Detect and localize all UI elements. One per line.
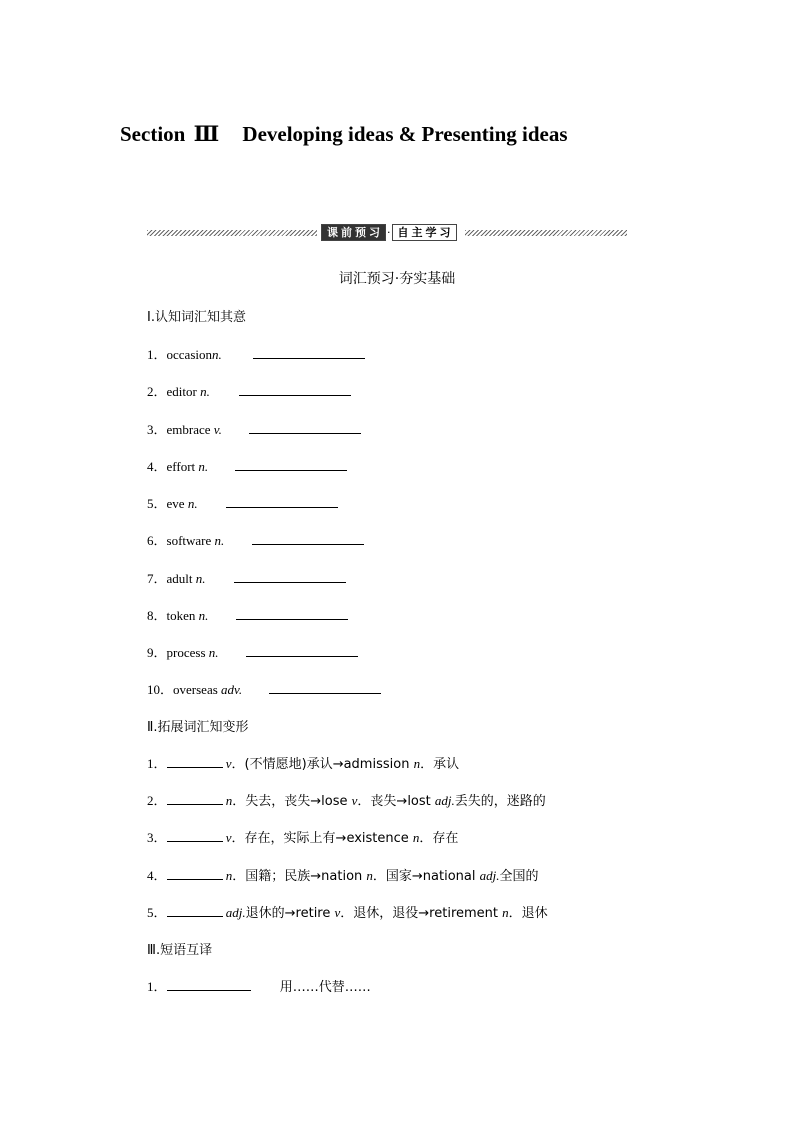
- answer-blank[interactable]: [167, 755, 223, 768]
- vocab-pos: n.: [200, 384, 210, 399]
- answer-blank[interactable]: [167, 829, 223, 842]
- vocab-pos: n.: [208, 645, 219, 660]
- vocab-word: embrace: [166, 422, 214, 437]
- vocab-pos: n.: [214, 533, 225, 548]
- title-text: Developing ideas & Presenting ideas: [242, 122, 568, 146]
- vocab-word: token: [166, 608, 199, 623]
- vocab-pos: n.: [198, 459, 209, 474]
- answer-blank[interactable]: [246, 644, 358, 657]
- word-form-item: 2． n．失去，丧失→lose v．丧失→lost adj.丢失的，迷路的: [147, 793, 546, 809]
- banner-tab-preview: 课前预习: [321, 224, 386, 241]
- vocab-item: 4．effort n.: [147, 456, 347, 475]
- answer-blank[interactable]: [167, 904, 223, 917]
- answer-blank[interactable]: [234, 570, 346, 583]
- vocab-item: 5．eve n.: [147, 493, 338, 512]
- vocab-pos: n.: [195, 571, 206, 586]
- page-title: [120, 121, 568, 147]
- banner-dot: ·: [387, 226, 391, 239]
- subtitle: 词汇预习·夯实基础: [338, 271, 456, 287]
- vocab-item: 6．software n.: [147, 530, 364, 549]
- answer-blank[interactable]: [235, 458, 347, 471]
- vocab-word: overseas: [173, 682, 222, 697]
- vocab-word: process: [166, 645, 209, 660]
- vocab-pos: n.: [187, 496, 198, 511]
- answer-blank[interactable]: [167, 792, 223, 805]
- vocab-item: 1．occasionn.: [147, 344, 365, 363]
- vocab-word: adult: [166, 571, 196, 586]
- vocab-word: occasion: [166, 347, 212, 362]
- vocab-pos: v.: [213, 422, 222, 437]
- vocab-word: software: [166, 533, 215, 548]
- section3-heading: Ⅲ.短语互译: [147, 943, 213, 958]
- vocab-word: eve: [166, 496, 188, 511]
- word-form-item: 4． n．国籍；民族→nation n．国家→national adj.全国的: [147, 868, 539, 884]
- answer-blank[interactable]: [226, 495, 338, 508]
- word-form-item: 5． adj.退休的→retire v．退休，退役→retirement n．退休: [147, 905, 548, 921]
- vocab-item: 7．adult n.: [147, 568, 346, 587]
- answer-blank[interactable]: [252, 532, 364, 545]
- answer-blank[interactable]: [236, 607, 348, 620]
- vocab-pos: adv.: [221, 682, 243, 697]
- phrase-meaning: 用……代替……: [279, 980, 371, 995]
- answer-blank[interactable]: [269, 681, 381, 694]
- vocab-pos: n.: [198, 608, 209, 623]
- vocab-item: 3．embrace v.: [147, 419, 361, 438]
- vocab-item: 9．process n.: [147, 642, 358, 661]
- answer-blank[interactable]: [249, 421, 361, 434]
- title-section-number: Ⅲ: [193, 122, 220, 146]
- vocab-word: editor: [166, 384, 201, 399]
- banner-hatch-left: [147, 230, 317, 236]
- banner-tab-self-study: 自主学习: [392, 224, 457, 241]
- vocab-item: 8．token n.: [147, 605, 348, 624]
- title-prefix: Section: [120, 122, 186, 146]
- vocab-pos: n.: [212, 347, 222, 362]
- vocab-item: 10．overseas adv.: [147, 679, 381, 698]
- word-form-item: 1． v．(不情愿地)承认→admission n．承认: [147, 756, 460, 772]
- vocab-item: 2．editor n.: [147, 381, 351, 400]
- banner-tabs: [321, 224, 457, 241]
- vocab-word: effort: [166, 459, 199, 474]
- section-banner: [147, 222, 627, 244]
- answer-blank[interactable]: [239, 383, 351, 396]
- section2-heading: Ⅱ.拓展词汇知变形: [147, 720, 249, 735]
- answer-blank[interactable]: [167, 978, 251, 991]
- answer-blank[interactable]: [167, 867, 223, 880]
- phrase-item: 1． 用……代替……: [147, 979, 371, 995]
- banner-hatch-right: [465, 230, 627, 236]
- answer-blank[interactable]: [253, 346, 365, 359]
- section1-heading: Ⅰ.认知词汇知其意: [147, 310, 246, 325]
- word-form-item: 3． v．存在，实际上有→existence n．存在: [147, 830, 459, 846]
